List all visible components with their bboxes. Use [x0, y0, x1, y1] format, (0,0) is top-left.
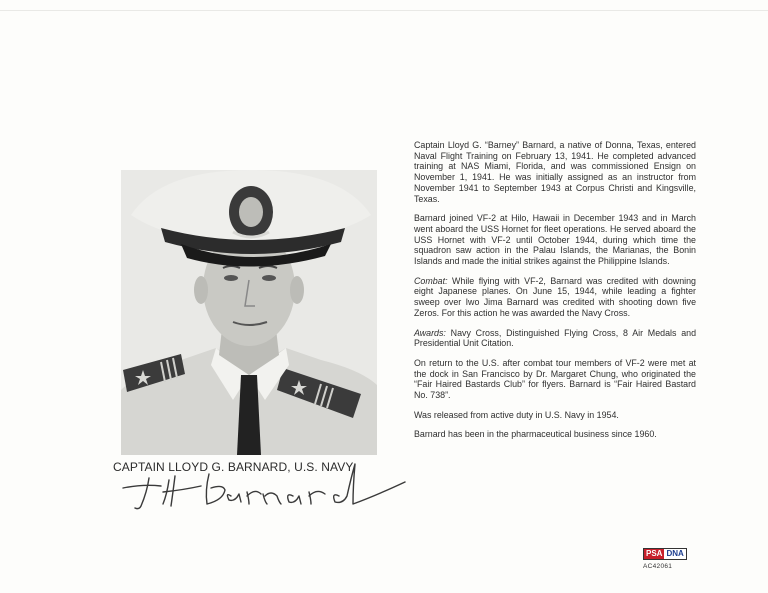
page-edge [0, 10, 768, 11]
psa-dna-logo [643, 548, 687, 560]
psa-logo-part: PSA [646, 549, 663, 558]
bio-paragraph-combat [414, 276, 696, 319]
authentication-sticker [643, 543, 687, 570]
dna-logo-part: DNA [666, 549, 684, 558]
combat-text: While flying with VF-2, Barnard was credited with downing eight Japanese planes. On June 15, 1944, while leading a fighter sweep over Iwo Jima Barnard was credited with shooting down five Zeros. For this action he was awarded the Navy Cross. [414, 275, 696, 318]
portrait-photo [121, 170, 377, 455]
awards-label: Awards: [414, 327, 446, 338]
signature-ink [113, 456, 413, 516]
awards-text: Navy Cross, Distinguished Flying Cross, 8 Air Medals and Presidential Unit Citation. [414, 327, 696, 349]
bio-paragraph: Barnard has been in the pharmaceutical business since 1960. [414, 429, 657, 440]
autograph-signature [113, 456, 413, 516]
portrait-illustration [121, 170, 377, 455]
bio-paragraph: Was released from active duty in U.S. Navy in 1954. [414, 409, 619, 420]
biography-text [414, 140, 696, 449]
bio-paragraph: Captain Lloyd G. “Barney” Barnard, a native of Donna, Texas, entered Naval Flight Training on February 13, 1941. He completed advanced training at NAS Miami, Florida, and was commissioned Ensign on November 1, 1941. He was initially assigned as an instructor from November 1941 to September 1943 at Corpus Christi and Kingsville, Texas. [414, 140, 696, 204]
bio-paragraph-awards [414, 328, 696, 349]
combat-label: Combat: [414, 275, 448, 286]
authentication-code: AC42061 [643, 563, 673, 570]
bio-paragraph: Barnard joined VF-2 at Hilo, Hawaii in December 1943 and in March went aboard the USS Hornet for fleet operations. He served aboard the USS Hornet with VF-2 until October 1944, during which time the squadron saw action in the Palau Islands, the Marianas, the Bonin Islands and made the initial strikes against the Philippine Islands. [414, 213, 696, 267]
bio-paragraph: On return to the U.S. after combat tour members of VF-2 were met at the dock in San Francisco by Dr. Margaret Chung, who originated the “Fair Haired Bastards Club” for flyers. Barnard is “Fair Haired Bastard No. 738”. [414, 357, 696, 401]
portrait-caption: CAPTAIN LLOYD G. BARNARD, U.S. NAVY [113, 460, 354, 474]
